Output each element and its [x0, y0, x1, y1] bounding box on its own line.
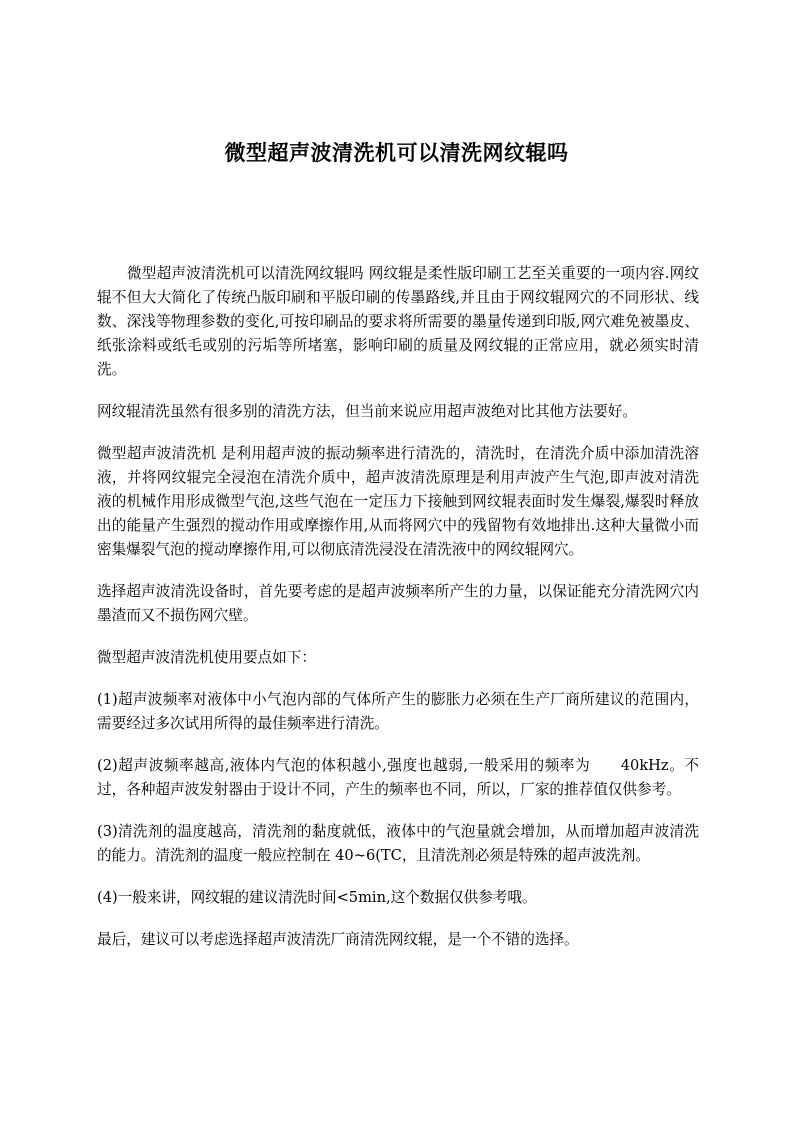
paragraph-cleaning-methods: 网纹辊清洗虽然有很多别的清洗方法，但当前来说应用超声波绝对比其他方法要好。 [97, 403, 637, 420]
paragraph-conclusion: 最后，建议可以考虑选择超声波清洗厂商清洗网纹辊，是一个不错的选择。 [97, 931, 579, 948]
paragraph-equipment-selection: 选择超声波清洗设备时，首先要考虑的是超声波频率所产生的力量，以保证能充分清洗网穴内墨渣而又不损伤网穴壁。 [97, 583, 699, 624]
paragraph-point-4: (4)一般来讲，网纹辊的建议清洗时间<5min,这个数据仅供参考哦。 [97, 889, 537, 906]
paragraph-cleaning-principle: 微型超声波清洗机 是利用超声波的振动频率进行清洗的，清洗时，在清洗介质中添加清洗溶液，并将网纹辊完全浸泡在清洗介质中，超声波清洗原理是利用声波产生气泡,即声波对清洗液的机械作用形成微型气泡,这些气泡在一定压力下接触到网纹辊表面时发生爆裂,爆裂时释放出的能量产生强烈的搅动作用或摩擦作用,从而将网穴中的残留物有效地排出.这种大量微小而密集爆裂气泡的搅动摩擦作用,可以彻底清洗浸没在清洗液中的网纹辊网穴。 [97, 445, 699, 558]
paragraph-point-3: (3)清洗剂的温度越高，清洗剂的黏度就低，液体中的气泡量就会增加，从而增加超声波清洗的能力。清洗剂的温度一般应控制在 40~6(TC，且清洗剂必须是特殊的超声波洗剂。 [97, 823, 699, 864]
paragraph-intro: 微型超声波清洗机可以清洗网纹辊吗 网纹辊是柔性版印刷工艺至关重要的一项内容.网纹辊不但大大简化了传统凸版印刷和平版印刷的传墨路线,并且由于网纹辊网穴的不同形状、线数、深浅等物理参数的变化,可按印刷品的要求将所需要的墨量传递到印版,网穴难免被墨皮、纸张涂料或纸毛或别的污垢等所堵塞，影响印刷的质量及网纹辊的正常应用，就必须实时清洗。 [97, 265, 699, 378]
document-body [97, 262, 699, 970]
page-title: 微型超声波清洗机可以清洗网纹辊吗 [224, 141, 569, 165]
paragraph-usage-heading: 微型超声波清洗机使用要点如下： [97, 649, 316, 666]
paragraph-point-2: (2)超声波频率越高,液体内气泡的体积越小,强度也越弱,一般采用的频率为 40kHz。不过，各种超声波发射器由于设计不同，产生的频率也不同，所以，厂家的推荐值仅供参考。 [97, 757, 699, 798]
paragraph-point-1: (1)超声波频率对液体中小气泡内部的气体所产生的膨胀力必须在生产厂商所建议的范围内，需要经过多次试用所得的最佳频率进行清洗。 [97, 691, 699, 732]
